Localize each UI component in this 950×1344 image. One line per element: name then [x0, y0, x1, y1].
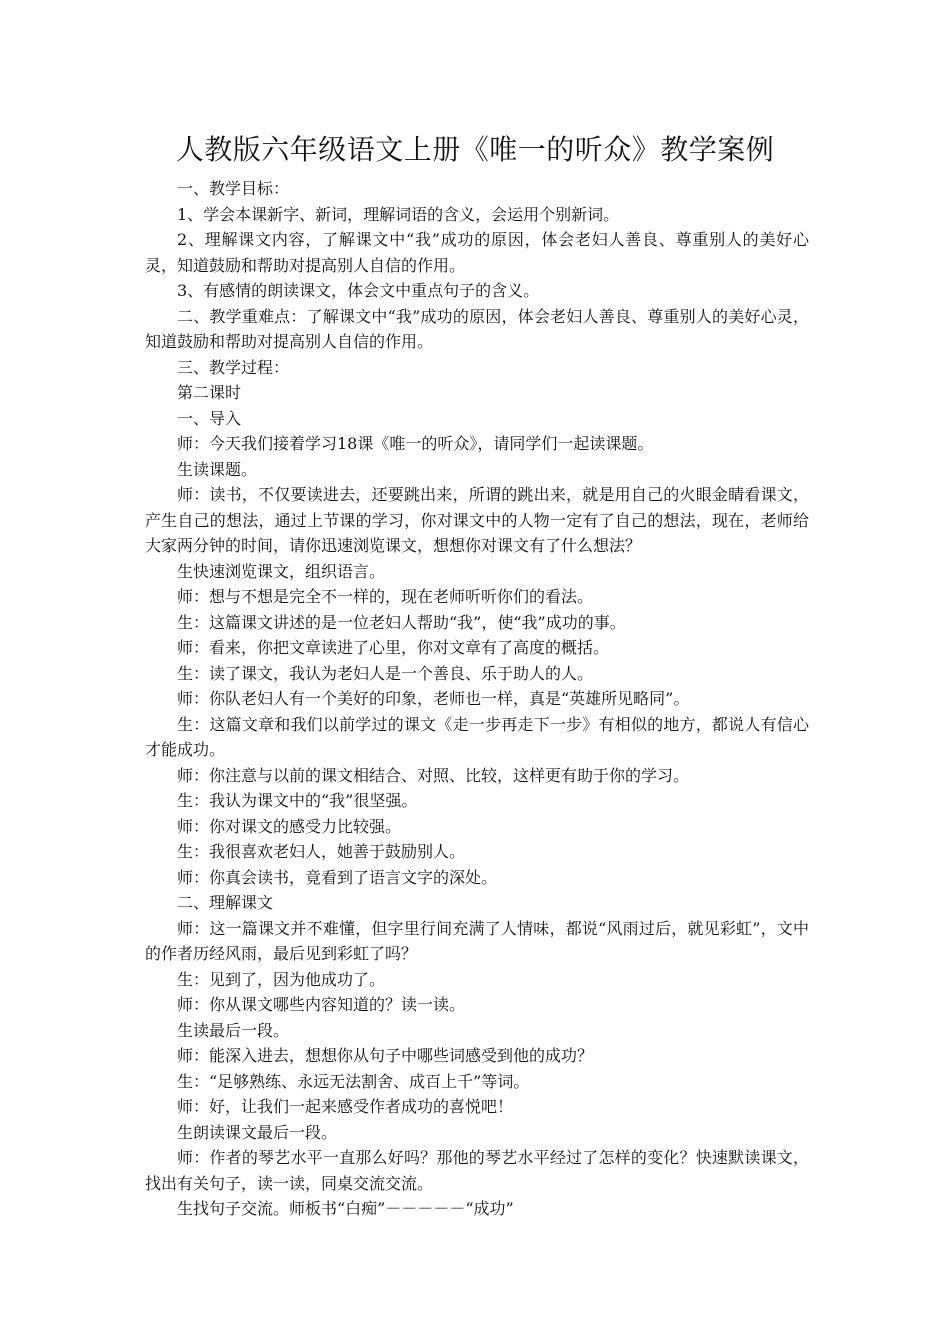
paragraph: 3、有感情的朗读课文，体会文中重点句子的含义。: [177, 281, 540, 300]
paragraph: 一、教学目标：: [177, 179, 290, 198]
paragraph: 生：这篇文章和我们以前学过的课文《走一步再走下一步》有相似的地方，都说人有信心才能成功。: [145, 714, 809, 759]
paragraph: 师：看来，你把文章读进了心里，你对文章有了高度的概括。: [177, 638, 610, 657]
paragraph: 师：作者的琴艺水平一直那么好吗？那他的琴艺水平经过了怎样的变化？快速默读课文，找出有关句子，读一读，同桌交流交流。: [145, 1148, 809, 1193]
paragraph: 师：你注意与以前的课文相结合、对照、比较，这样更有助于你的学习。: [177, 765, 690, 785]
paragraph: 师：今天我们接着学习18课《唯一的听众》，请同学们一起读课题。: [177, 434, 654, 453]
paragraph: 2、理解课文内容，了解课文中“我”成功的原因，体会老妇人善良、尊重别人的美好心灵，知道鼓励和帮助对提高别人自信的作用。: [145, 230, 809, 275]
paragraph: 师：这一篇课文并不难懂，但字里行间充满了人情味，都说“风雨过后，就见彩虹”，文中的作者历经风雨，最后见到彩虹了吗？: [145, 918, 809, 963]
paragraph: 生：我认为课文中的“我”很坚强。: [177, 791, 418, 810]
paragraph: 生找句子交流。师板书“白痴”－－－－－“成功”: [177, 1199, 514, 1218]
paragraph: 生朗读课文最后一段。: [177, 1122, 338, 1142]
paragraph: 生读最后一段。: [177, 1020, 290, 1040]
paragraph: 师：你从课文哪些内容知道的？读一读。: [177, 995, 466, 1014]
paragraph: 生：见到了，因为他成功了。: [177, 969, 386, 989]
document-body: [145, 176, 809, 1222]
paragraph: 生：这篇课文讲述的是一位老妇人帮助“我”，使“我”成功的事。: [177, 612, 626, 632]
paragraph: 生读课题。: [177, 459, 258, 479]
paragraph: 师：能深入进去，想想你从句子中哪些词感受到他的成功？: [177, 1046, 594, 1065]
paragraph: 生：“足够熟练、永远无法割舍、成百上千”等词。: [177, 1071, 530, 1091]
paragraph: 师：你对课文的感受力比较强。: [177, 816, 402, 836]
paragraph: 师：读书，不仅要读进去，还要跳出来，所谓的跳出来，就是用自己的火眼金睛看课文，产生自己的想法，通过上节课的学习，你对课文中的人物一定有了自己的想法，现在，老师给大家两分钟的时间，请你迅速浏览课文，想想你对课文有了什么想法？: [145, 485, 809, 555]
paragraph: 二、教学重难点：了解课文中“我”成功的原因，体会老妇人善良、尊重别人的美好心灵，知道鼓励和帮助对提高别人自信的作用。: [145, 306, 809, 351]
paragraph: 师：想与不想是完全不一样的，现在老师听听你们的看法。: [177, 587, 594, 606]
paragraph: 生：我很喜欢老妇人，她善于鼓励别人。: [177, 842, 466, 861]
paragraph: 一、导入: [177, 408, 242, 428]
paragraph: 生：读了课文，我认为老妇人是一个善良、乐于助人的人。: [177, 663, 594, 683]
paragraph: 师：好，让我们一起来感受作者成功的喜悦吧！: [177, 1097, 514, 1116]
paragraph: 生快速浏览课文，组织语言。: [177, 561, 386, 581]
paragraph: 二、理解课文: [177, 893, 274, 912]
paragraph: 师：你真会读书，竟看到了语言文字的深处。: [177, 867, 498, 887]
paragraph: 三、教学过程：: [177, 357, 290, 377]
paragraph: 1、学会本课新字、新词，理解词语的含义，会运用个别新词。: [177, 204, 620, 224]
document-title: 人教版六年级语文上册《唯一的听众》教学案例: [175, 133, 775, 166]
paragraph: 师：你队老妇人有一个美好的印象，老师也一样，真是“英雄所见略同”。: [177, 689, 690, 708]
paragraph: 第二课时: [177, 383, 242, 402]
